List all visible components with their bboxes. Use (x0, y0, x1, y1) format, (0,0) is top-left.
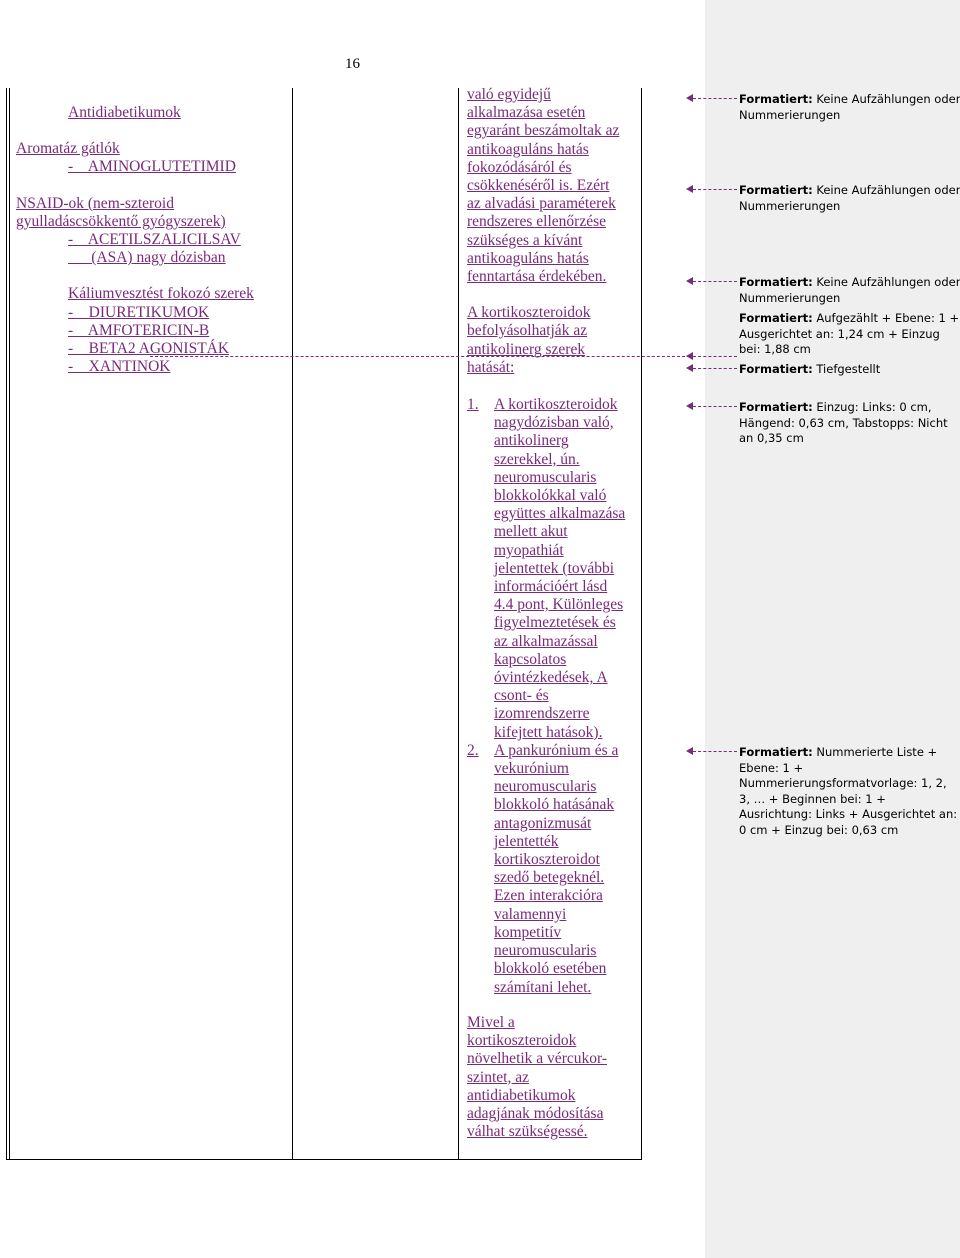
table-border-bottom (6, 1159, 642, 1160)
text-line: szerekkel, ún. (494, 450, 580, 468)
interaction-text-column (467, 86, 642, 377)
text-line: kompetitív (494, 923, 562, 941)
text-line: növelhetik a vércukor- (467, 1050, 607, 1068)
potassium-item: - AMFOTERICIN-B (68, 321, 210, 339)
text-line: antikolinerg szerek (467, 340, 586, 358)
text-line: befolyásolhatják az (467, 322, 588, 340)
text-line: kapcsolatos (494, 650, 567, 668)
interacting-substances-column (16, 104, 286, 376)
text-line: kortikoszteroidok (467, 1032, 577, 1050)
list-number: 1. (467, 396, 479, 413)
potassium-item: - BETA2 AGONISTÁK (68, 340, 230, 358)
text-line: mellett akut (494, 523, 568, 541)
text-line: valamennyi (494, 905, 567, 923)
numbered-list (467, 396, 642, 997)
nsaid-heading-1: NSAID-ok (nem-szteroid (16, 194, 174, 212)
format-comment-bubble[interactable] (739, 275, 960, 306)
aromatase-heading: Aromatáz gátlók (16, 140, 120, 158)
text-line: Mivel a (467, 1014, 515, 1031)
format-comment-bubble[interactable] (739, 362, 960, 378)
text-line: válhat szükségessé. (467, 1123, 588, 1141)
comment-text: Keine Aufzählungen oder Nummerierungen (739, 92, 960, 122)
paragraph-anticoagulant (467, 86, 642, 286)
text-line: antagonizmusát (494, 814, 592, 832)
text-line: vekurónium (494, 760, 569, 778)
text-line: blokkoló esetében (494, 960, 607, 978)
text-line: adagjának módosítása (467, 1105, 604, 1123)
comment-connector (693, 281, 737, 282)
aromatase-item: - AMINOGLUTETIMID (68, 158, 236, 176)
nsaid-heading-2: gyulladáscsökkentő gyógyszerek) (16, 212, 226, 230)
text-line: jelentették (494, 832, 559, 850)
text-line: kifejtett hatások). (494, 723, 603, 741)
comment-arrow-icon (686, 747, 693, 755)
comment-label: Formatiert: (739, 745, 813, 759)
comment-text: Keine Aufzählungen oder Nummerierungen (739, 275, 960, 305)
list-text (494, 396, 642, 742)
format-comment-bubble[interactable] (739, 183, 960, 214)
text-line: A pankurónium és a (494, 741, 619, 759)
comment-anchor-connector (150, 356, 695, 357)
comment-text: Einzug: Links: 0 cm, Hängend: 0,63 cm, Tabstopps: Nicht an 0,35 cm (739, 400, 948, 445)
text-line: 4.4 pont, Különleges (494, 596, 624, 614)
comment-arrow-icon (686, 185, 693, 193)
potassium-heading: Káliumvesztést fokozó szerek (68, 285, 254, 303)
text-line: antidiabetikumok (467, 1086, 576, 1104)
comment-connector (693, 368, 737, 369)
text-line: óvintézkedések, A (494, 669, 608, 687)
comment-connector (693, 406, 737, 407)
nsaid-item-2: (ASA) nagy dózisban (68, 249, 226, 267)
table-border-left-inner (9, 88, 10, 1160)
text-line: információért lásd (494, 578, 608, 596)
text-line: rendszeres ellenőrzése (467, 213, 606, 231)
text-line: kortikoszteroidot (494, 851, 600, 869)
text-line: figyelmeztetések és (494, 614, 616, 632)
potassium-item: - XANTINOK (68, 358, 171, 376)
text-line: együttes alkalmazása (494, 505, 626, 523)
text-line: való egyidejű (467, 86, 551, 103)
comment-arrow-icon (686, 277, 693, 285)
text-line: szintet, az (467, 1068, 529, 1086)
text-line: az alkalmazással (494, 632, 598, 650)
comment-connector (693, 189, 737, 190)
table-divider-2 (458, 88, 459, 1160)
text-line: szedő betegeknél. (494, 869, 605, 887)
comment-text: Keine Aufzählungen oder Nummerierungen (739, 183, 960, 213)
comment-connector (693, 751, 737, 752)
text-line: fokozódásáról és (467, 158, 572, 176)
text-line: szükséges a kívánt (467, 231, 583, 249)
format-comment-bubble[interactable] (739, 400, 960, 447)
text-line: csont- és (494, 687, 549, 705)
text-line: blokkoló hatásának (494, 796, 615, 814)
comment-label: Formatiert: (739, 311, 813, 325)
text-line: neuromuscularis (494, 778, 597, 796)
potassium-item: - DIURETIKUMOK (68, 303, 210, 321)
text-line: antikoaguláns hatás (467, 140, 589, 158)
paragraph-anticholinergic (467, 304, 642, 377)
text-line: számítani lehet. (494, 978, 592, 996)
comment-text: Tiefgestellt (812, 362, 881, 376)
text-line: nagydózisban való, (494, 414, 614, 432)
text-line: fenntartása érdekében. (467, 268, 607, 286)
text-line: hatását: (467, 358, 515, 376)
text-line: antikoaguláns hatás (467, 249, 589, 267)
table-divider-1 (292, 88, 293, 1160)
format-comment-bubble[interactable] (739, 311, 960, 358)
text-line: izomrendszerre (494, 705, 590, 723)
comment-arrow-icon (686, 364, 693, 372)
page-number: 16 (345, 56, 360, 72)
format-comment-bubble[interactable] (739, 745, 960, 838)
comment-text: Nummerierte Liste + Ebene: 1 + Nummerierungsformatvorlage: 1, 2, 3, … + Beginnen bei: 1 + Ausrichtung: Links + Ausgerichtet an: 0 cm + Einzug bei: 0,63 cm (739, 745, 958, 837)
comment-label: Formatiert: (739, 275, 813, 289)
text-line: A kortikoszteroidok (467, 304, 591, 322)
text-line: alkalmazása esetén (467, 104, 586, 122)
nsaid-item-1: - ACETILSZALICILSAV (68, 231, 241, 249)
comment-label: Formatiert: (739, 92, 813, 106)
text-line: csökkenéséről is. Ezért (467, 177, 610, 195)
format-comment-bubble[interactable] (739, 92, 960, 123)
text-line: antikolinerg (494, 432, 569, 450)
text-line: egyaránt beszámoltak az (467, 122, 620, 140)
text-line: neuromuscularis (494, 468, 597, 486)
list-number: 2. (467, 741, 479, 759)
numbered-list-item (467, 396, 642, 742)
list-text (494, 742, 642, 997)
text-line: blokkolókkal való (494, 487, 607, 505)
text-line: A kortikoszteroidok (494, 396, 618, 413)
comment-label: Formatiert: (739, 183, 813, 197)
comment-arrow-icon (686, 94, 693, 102)
section-title: Antidiabetikumok (68, 104, 181, 121)
comment-label: Formatiert: (739, 362, 813, 376)
text-line: jelentettek (további (494, 559, 615, 577)
comment-connector (693, 98, 737, 99)
comment-label: Formatiert: (739, 400, 813, 414)
comment-arrow-icon (686, 402, 693, 410)
text-line: az alvadási paraméterek (467, 195, 616, 213)
text-line: Ezen interakcióra (494, 887, 603, 905)
paragraph-antidiabetic (467, 1014, 642, 1141)
text-line: neuromuscularis (494, 942, 597, 960)
comment-text: Aufgezählt + Ebene: 1 + Ausgerichtet an: 1,24 cm + Einzug bei: 1,88 cm (739, 311, 960, 356)
text-line: myopathiát (494, 541, 564, 559)
numbered-list-item (467, 742, 642, 997)
table-border-left (6, 88, 7, 1160)
comment-connector (693, 356, 737, 357)
